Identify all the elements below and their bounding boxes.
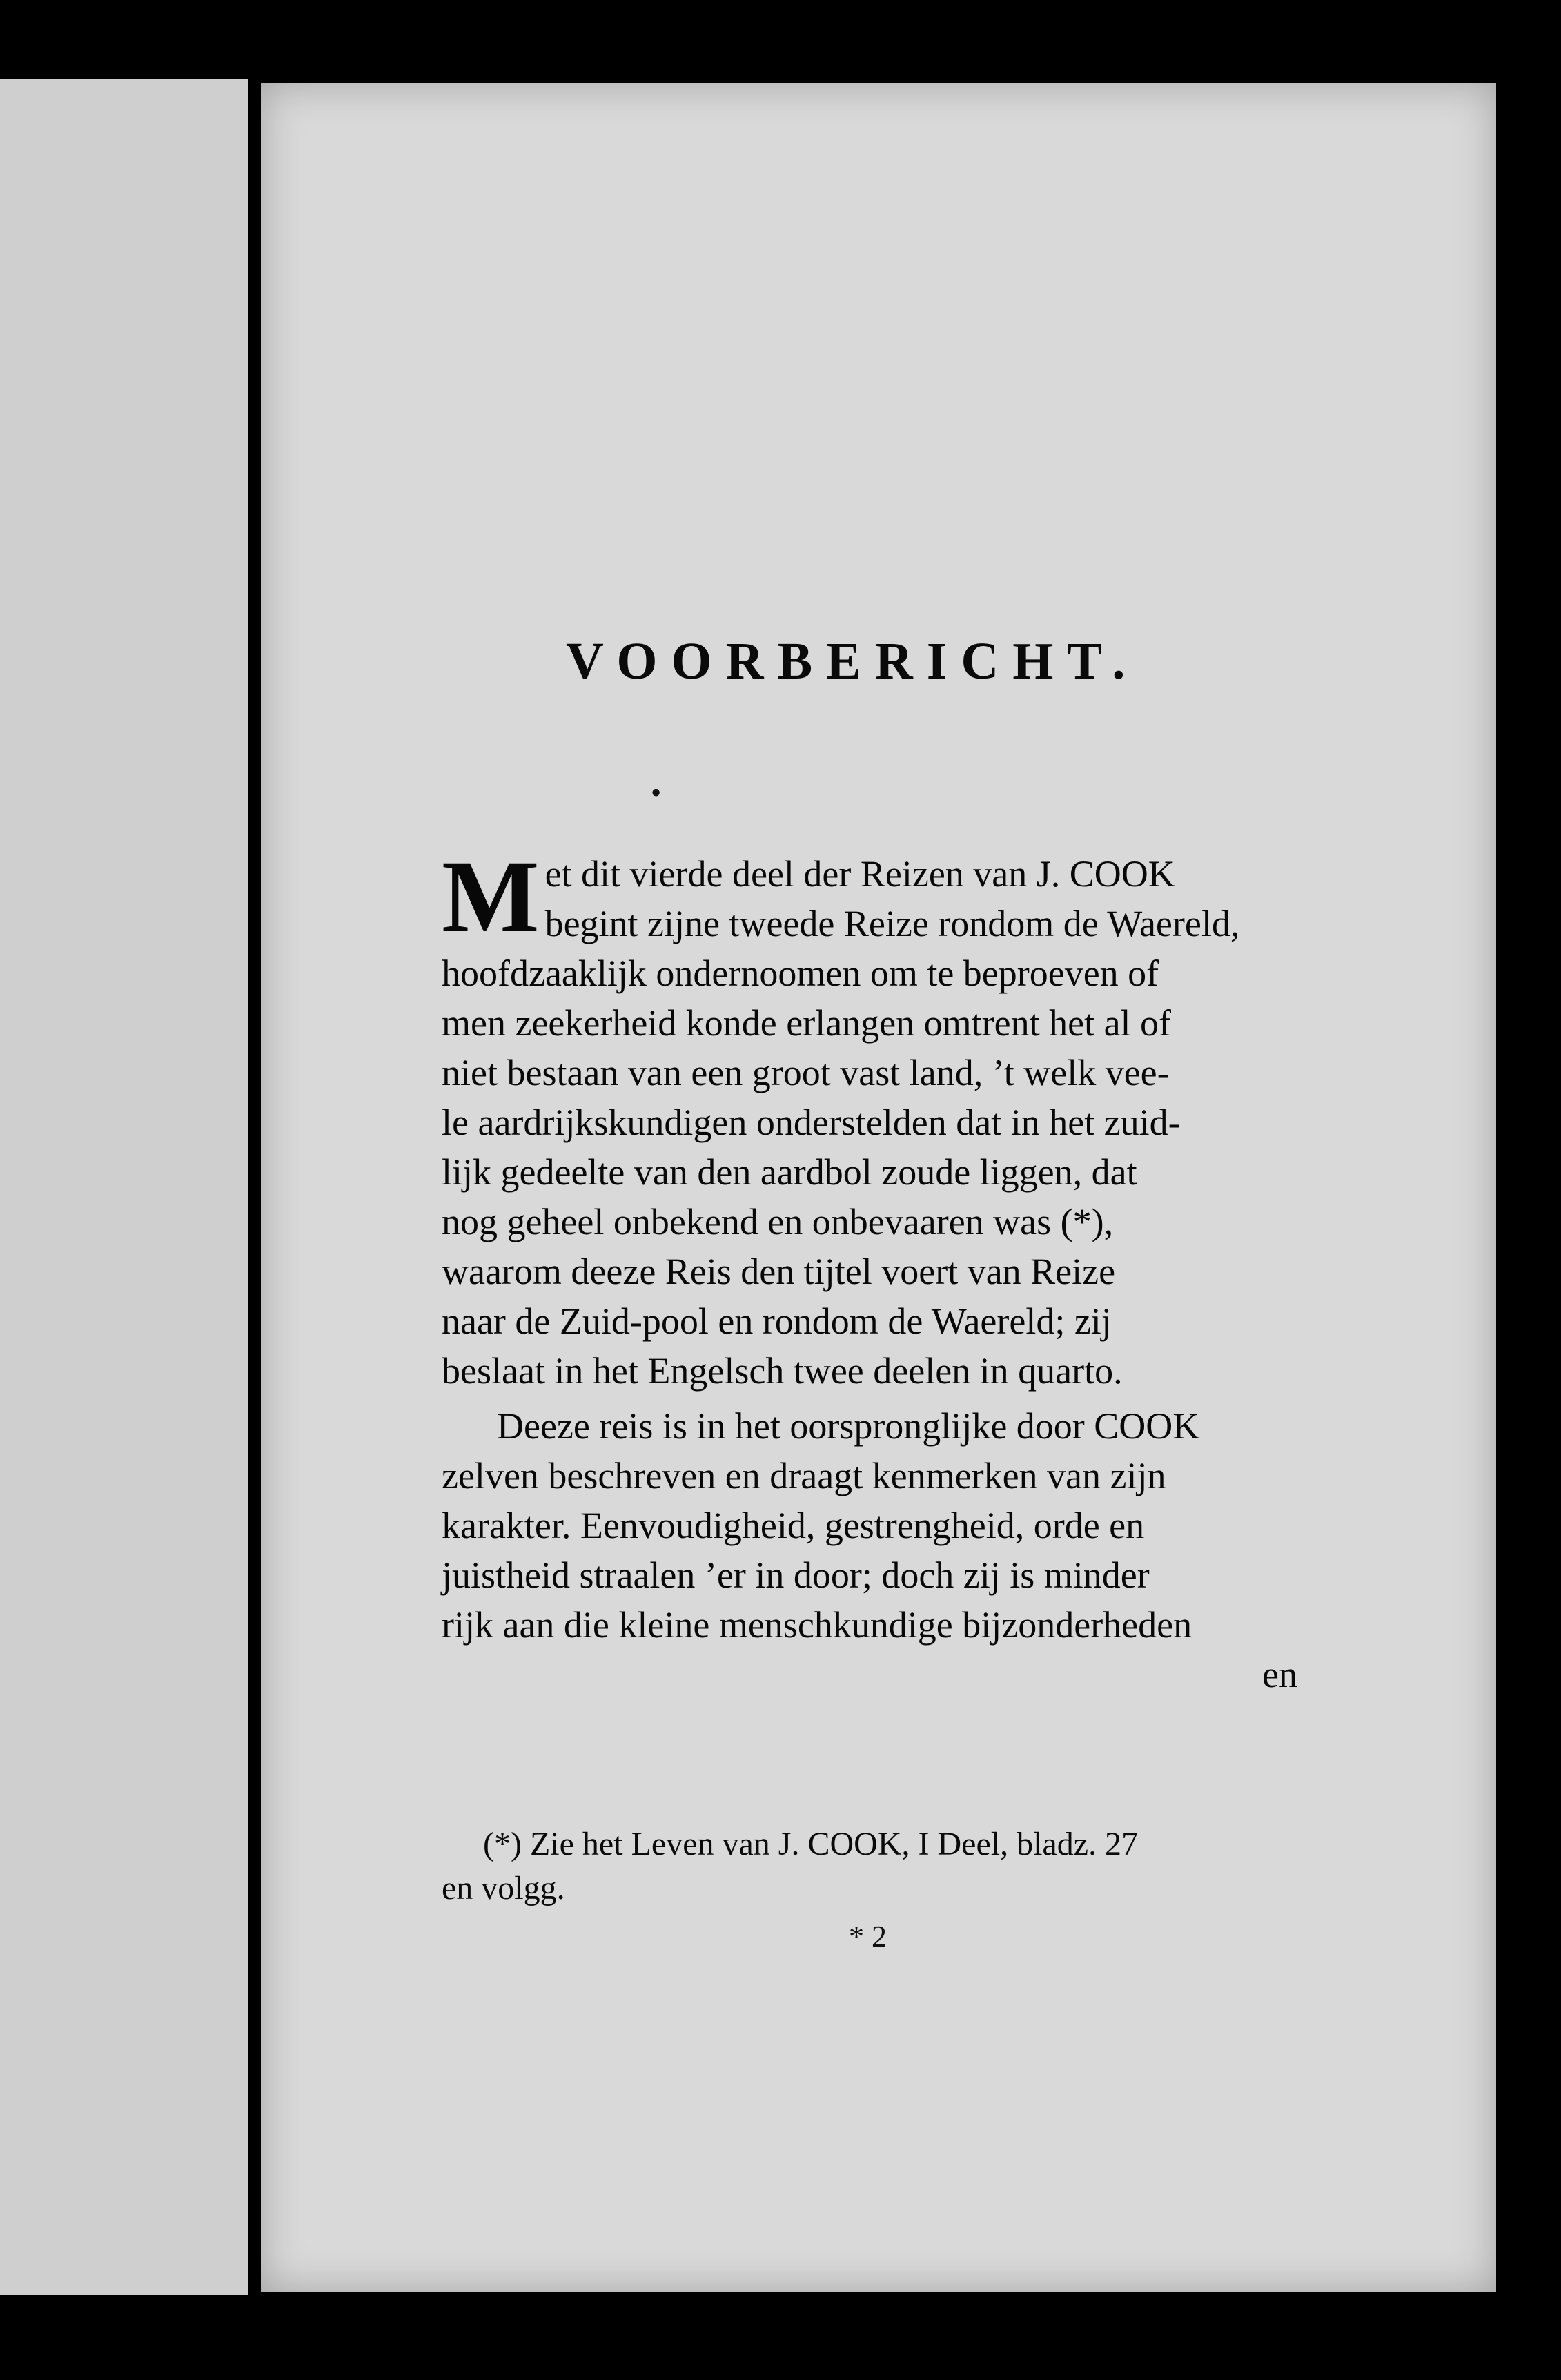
text-line: nog geheel onbekend en onbevaaren was (*), — [442, 1201, 1114, 1242]
catchword: en — [1262, 1654, 1297, 1695]
page-title: VOORBERICHT. — [566, 632, 1139, 690]
text-line: le aardrijkskundigen onderstelden dat in het zuid- — [442, 1102, 1181, 1143]
text-line: beslaat in het Engelsch twee deelen in quarto. — [442, 1350, 1123, 1392]
drop-cap: M — [442, 839, 540, 954]
paragraph-2 — [442, 1401, 1297, 1699]
text-line: rijk aan die kleine menschkundige bijzonderheden — [442, 1604, 1192, 1646]
text-line: hoofdzaaklijk ondernoomen om te beproeven of — [442, 953, 1159, 994]
paragraph-1 — [442, 839, 1297, 1396]
text-line: karakter. Eenvoudigheid, gestrengheid, orde en — [442, 1505, 1145, 1546]
title-ornament: • — [649, 780, 664, 808]
text-line: lijk gedeelte van den aardbol zoude liggen, dat — [442, 1151, 1137, 1193]
text-line: juistheid straalen ’er in door; doch zij is minder — [442, 1554, 1150, 1596]
text-line: naar de Zuid-pool en rondom de Waereld; zij — [442, 1300, 1112, 1342]
footnote — [442, 1822, 1297, 1911]
body-text — [442, 839, 1297, 1699]
text-line: Deeze reis is in het oorspronglijke door COOK — [497, 1405, 1200, 1447]
left-page — [0, 79, 248, 2295]
text-line: niet bestaan van een groot vast land, ’t welk vee- — [442, 1052, 1170, 1093]
footnote-line: (*) Zie het Leven van J. COOK, I Deel, bladz. 27 — [483, 1826, 1139, 1862]
text-line: et dit vierde deel der Reizen van J. COOK — [544, 853, 1175, 895]
text-line: zelven beschreven en draagt kenmerken van zijn — [442, 1455, 1166, 1496]
signature-mark: * 2 — [849, 1920, 887, 1953]
text-line: begint zijne tweede Reize rondom de Waereld, — [544, 903, 1240, 944]
footnote-line: en volgg. — [442, 1870, 565, 1906]
text-line: men zeekerheid konde erlangen omtrent het al of — [442, 1002, 1172, 1044]
text-line: waarom deeze Reis den tijtel voert van Reize — [442, 1251, 1116, 1292]
